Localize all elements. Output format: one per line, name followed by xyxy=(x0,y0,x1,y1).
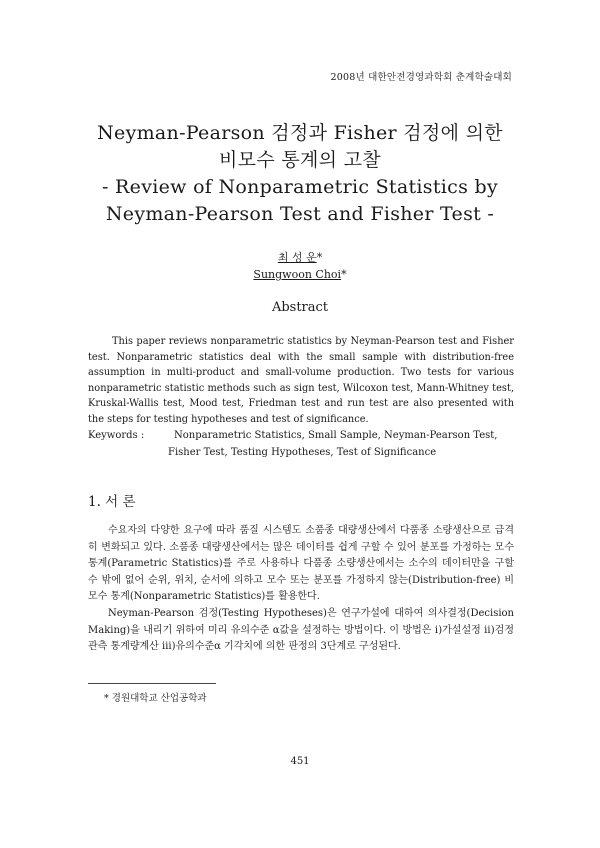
footnote: * 경원대학교 산업공학과 xyxy=(104,693,207,704)
abstract-body: This paper reviews nonparametric statistics by Neyman-Pearson test and Fisher test. Nonparametric statistics deal with the small sample with distribution-free assumption in multi-product and small-volume production. Two tests for various nonparametric statistic methods such as sign test, Wilcoxon test, Mann-Whitney test, Kruskal-Wallis test, Mood test, Friedman test and run test are also presented with the steps for testing hypotheses and test of significance. xyxy=(88,336,514,425)
running-head: 2008년 대한안전경영과학회 춘계학술대회 xyxy=(330,72,512,83)
author-mark-english: * xyxy=(341,268,347,281)
page-number: 451 xyxy=(290,756,310,767)
keywords-label: Keywords : xyxy=(88,430,145,441)
title-line-4: Neyman-Pearson Test and Fisher Test - xyxy=(105,203,495,225)
keywords-line-1: Nonparametric Statistics, Small Sample, Neyman-Pearson Test, xyxy=(174,430,498,441)
footnote-rule xyxy=(88,683,216,684)
abstract-heading: Abstract xyxy=(271,300,329,315)
keywords-line-2: Fisher Test, Testing Hypotheses, Test of Significance xyxy=(168,447,437,458)
keywords-block xyxy=(88,427,514,461)
section-paragraph-1: 수요자의 다양한 요구에 따라 품질 시스템도 소품종 대량생산에서 다품종 소량생산으로 급격히 변화되고 있다. 소품종 대량생산에서는 많은 데이터를 쉽게 구할 수 있어 분포를 가정하는 모수 통계(Parametric Statistics)를 주로 사용하나 다품종 소량생산에서는 소수의 데이터만을 구할 수 밖에 없어 순위, 위치, 순서에 의하고 모수 또는 분포를 가정하지 않는(Distribution-free) 비모수 통계(Nonparametric Statistics)를 활용한다. xyxy=(88,525,514,603)
paper-title xyxy=(60,120,540,228)
author-mark: * xyxy=(316,251,323,264)
section-heading: 1. 서 론 xyxy=(88,494,136,510)
section-body xyxy=(88,523,514,656)
author-name-korean: 최 성 운 xyxy=(277,251,317,264)
author-name-english: Sungwoon Choi xyxy=(253,268,342,281)
title-line-1: Neyman-Pearson 검정과 Fisher 검정에 의한 xyxy=(97,122,503,144)
title-line-3: - Review of Nonparametric Statistics by xyxy=(102,176,498,198)
author-block xyxy=(0,249,600,283)
title-line-2: 비모수 통계의 고찰 xyxy=(219,149,381,171)
section-paragraph-2: Neyman-Pearson 검정(Testing Hypotheses)은 연구가설에 대하여 의사결정(Decision Making)을 내리기 위하여 미리 유의수준 α값을 설정하는 방법이다. 이 방법은 ⅰ)가설설정 ⅱ)검정관측 통계량계산 ⅲ)유의수준α 기각치에 의한 판정의 3단계로 구성된다. xyxy=(88,607,514,653)
